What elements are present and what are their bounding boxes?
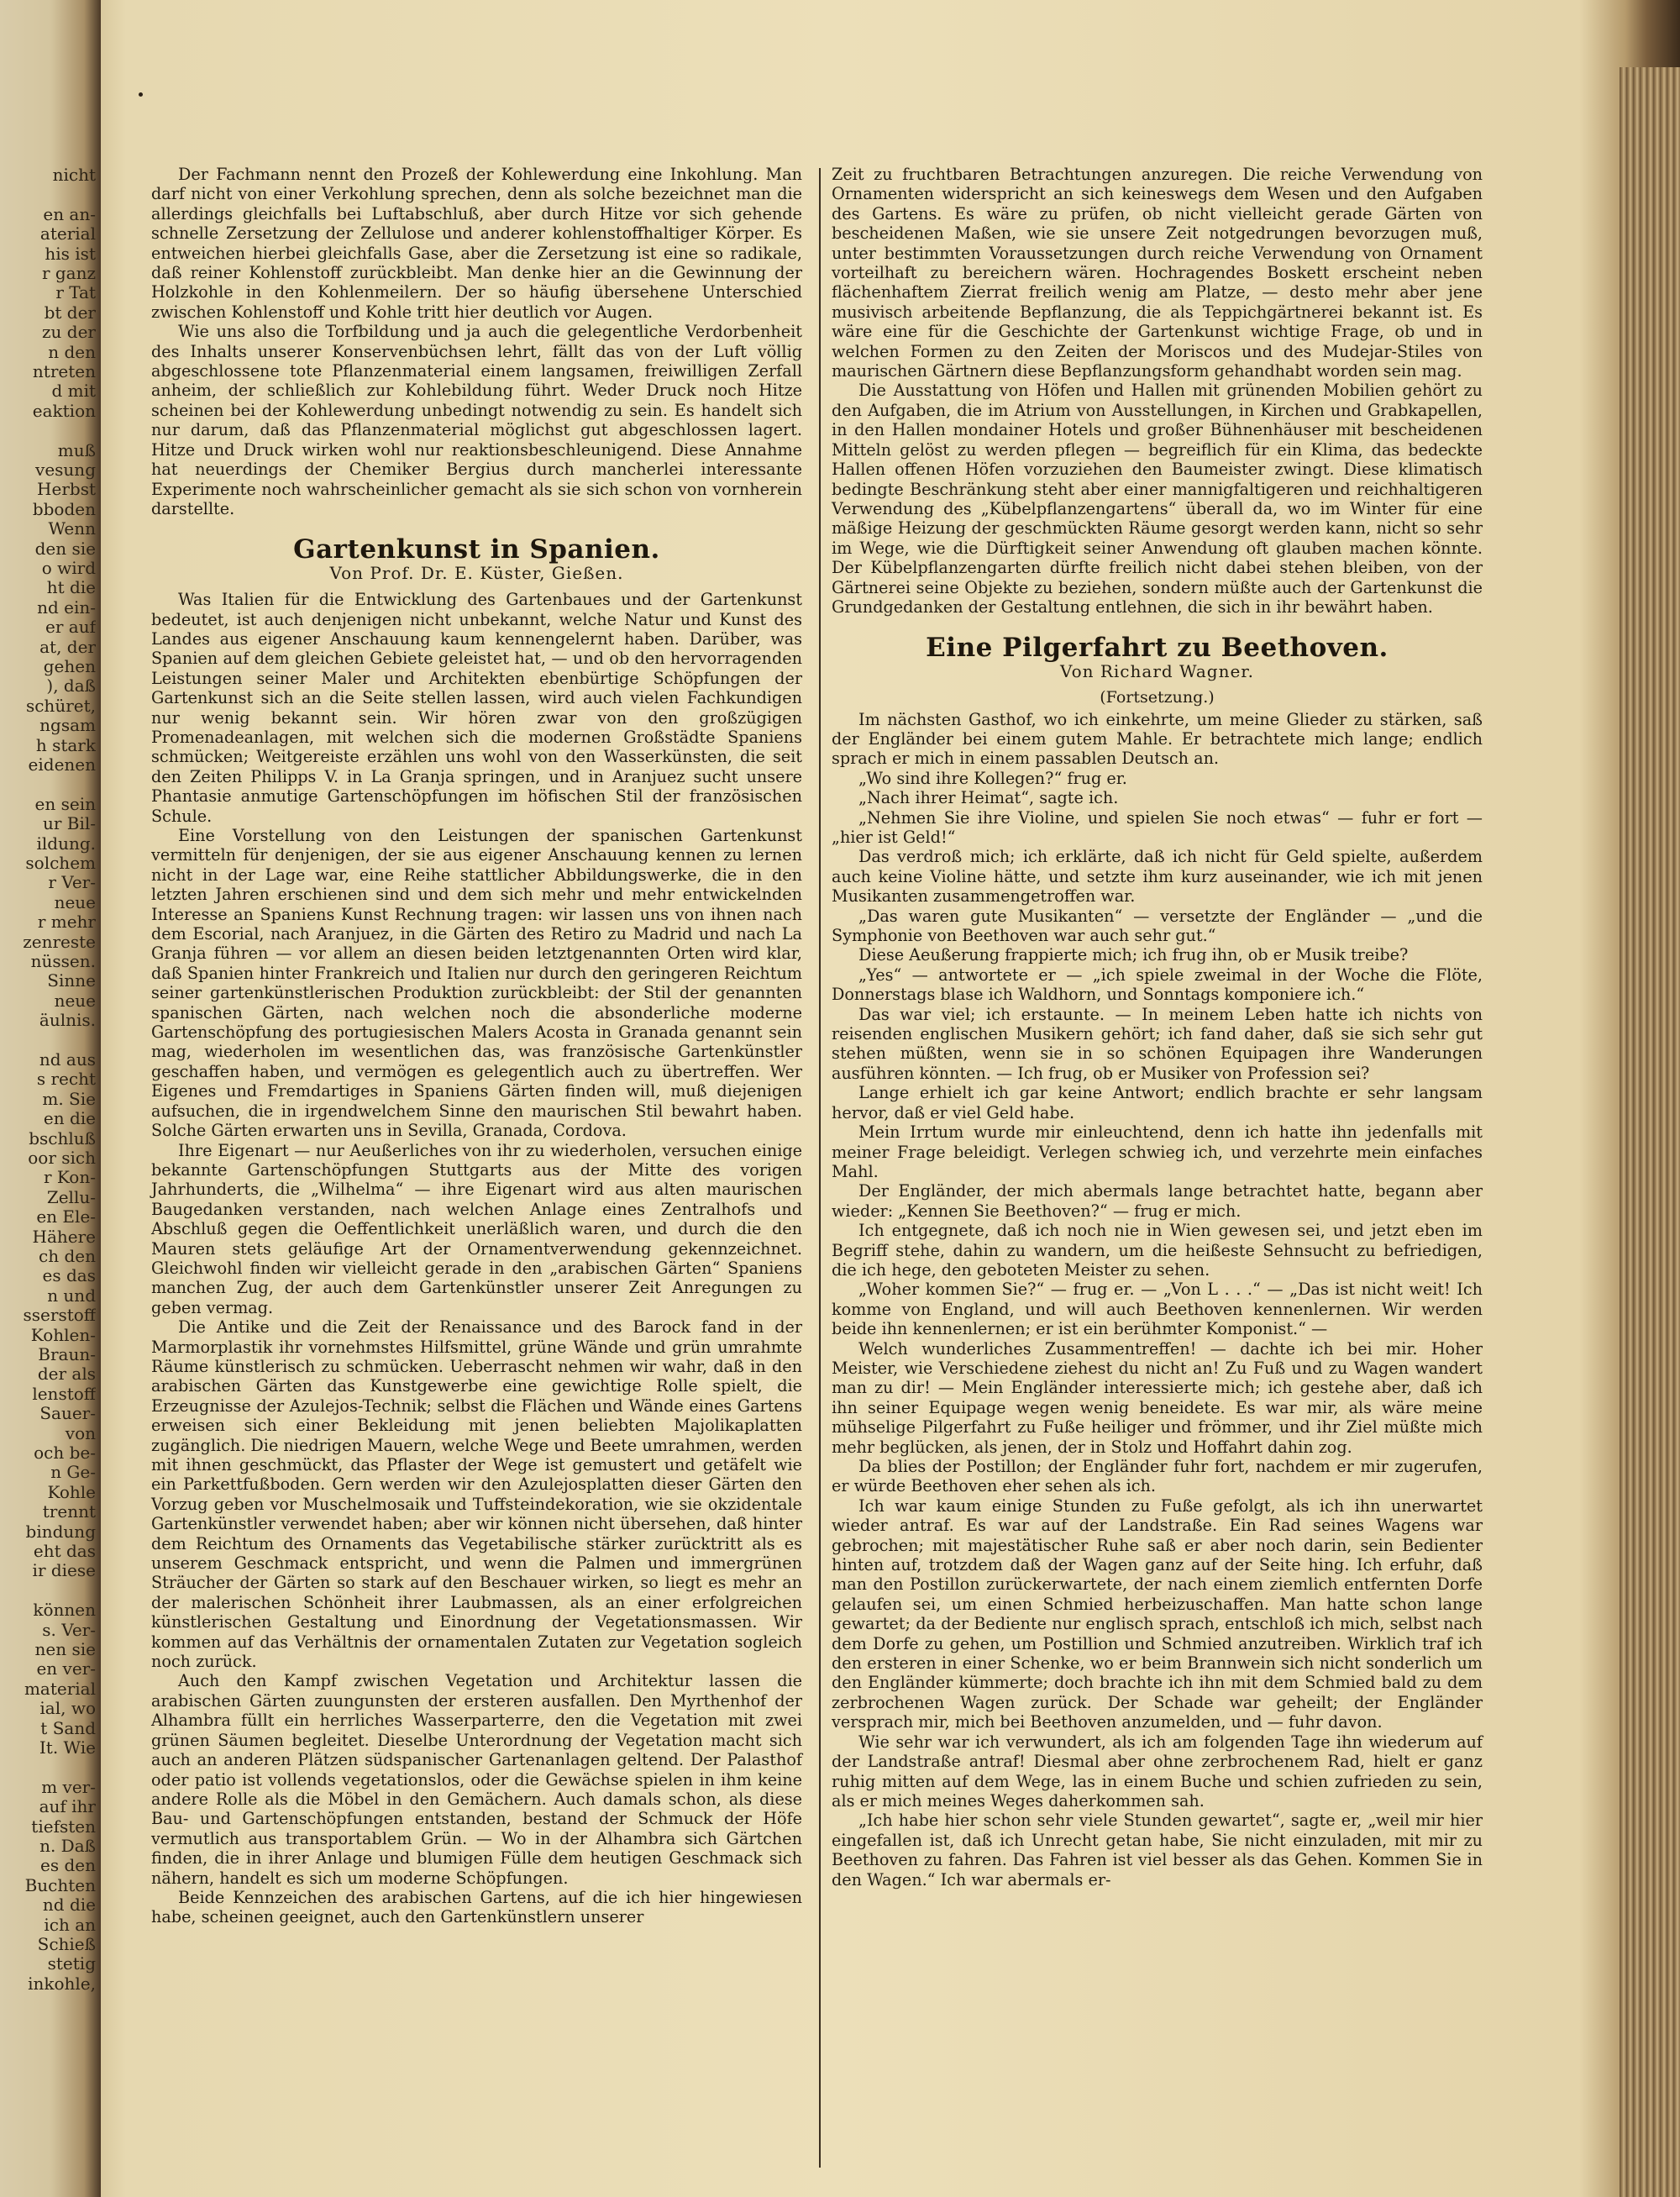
left-page-fragment: n den (48, 341, 96, 362)
left-page-fragment: Wenn (48, 518, 96, 539)
intro-paragraph-1: Der Fachmann nennt den Prozeß der Kohlewerdung eine Inkohlung. Man darf nicht von einer Verkohlung sprechen, denn als solche bezeichnet man die allerdings gleichfalls bei Luftabschluß, aber durch Hitze vor sich gehende schnelle Zersetzung der Zellulose und anderer kohlenstoffhaltiger Körper. Es entweichen hierbei gleichfalls Gase, aber die Zersetzung ist eine so radikale, daß reiner Kohlenstoff zurückbleibt. Man denke hier an die Gewinnung der Holzkohle in den Kohlenmeilern. Der so häufig übersehene Unterschied zwischen Kohlenstoff und Kohle tritt hier deutlich vor Augen. (151, 165, 802, 322)
left-page-fragment: zu der (42, 322, 96, 343)
left-page-fragment: ur Bil- (42, 813, 96, 834)
story-paragraph: „Yes“ — antwortete er — „ich spiele zweimal in der Woche die Flöte, Donnerstags blase ich Waldhorn, und Sonntags komponiere ich.“ (832, 964, 1483, 1005)
left-page-fragment: trennt (42, 1501, 96, 1522)
left-page-fragment: ht die (46, 577, 96, 598)
left-page-fragment: o wird (41, 558, 96, 578)
left-page-fragment: ir diese (32, 1560, 96, 1581)
left-page-fragment: den sie (34, 538, 96, 559)
story-paragraph: Mein Irrtum wurde mir einleuchtend, denn ich hatte ihn jedenfalls mit meiner Frage beleidigt. Verlegen schwieg ich, und verzehrte mein einfaches Mahl. (832, 1122, 1483, 1181)
left-page-fragment: och be- (34, 1443, 96, 1463)
left-page-fragment: nd aus (39, 1049, 96, 1070)
story-body (832, 710, 1483, 1890)
left-page-fragment: vesung (35, 460, 96, 480)
left-page-fragment: m. Sie (42, 1088, 96, 1109)
left-page-fragment: Herbst (37, 479, 96, 500)
left-page-fragment: ntreten (32, 361, 96, 381)
left-page-fragment: d mit (51, 381, 96, 402)
left-page-fragment: gehen (43, 656, 96, 676)
story-paragraph: „Wo sind ihre Kollegen?“ frug er. (858, 768, 1127, 788)
left-page-fragment: muß (57, 439, 96, 460)
left-page-fragment: ildung. (36, 833, 96, 854)
story-paragraph: „Nach ihrer Heimat“, sagte ich. (858, 788, 1119, 808)
left-page-fragment: bindung (25, 1521, 96, 1542)
left-page-fragment: h stark (35, 734, 96, 755)
story-paragraph: Da blies der Postillon; der Engländer fuhr fort, nachdem er mir zugerufen, er würde Beethoven eher sehen als ich. (832, 1457, 1483, 1496)
left-page-fragment: zenreste (23, 931, 96, 952)
left-page-fragment: aterial (39, 223, 96, 244)
left-page-fragment: Sauer- (39, 1403, 96, 1424)
left-page-fragment: nüssen. (30, 951, 96, 971)
left-page-fragment: r Tat (55, 282, 96, 303)
left-page-fragment: ial, wo (39, 1698, 96, 1719)
left-page-fragment: eaktion (32, 400, 96, 421)
left-page-fragment: eidenen (28, 754, 96, 775)
continued-paragraph-1: Zeit zu fruchtbaren Betrachtungen anzuregen. Die reiche Verwendung von Ornamenten widerspricht an sich keineswegs dem Wesen und den Aufgaben des Gartens. Es wäre zu prüfen, ob nicht vielleicht gerade Gärten von bescheidenen Maßen, wie sie unsere Zeit notgedrungen bevorzugen muß, unter bestimmten Voraussetzungen durch reiche Verwendung von Ornament vorteilhaft zu bereichern wären. Hochragendes Boskett erscheint neben flächenhaftem Zierrat freilich wenig am Platze, — desto mehr aber jene musivisch arbeitende Bepflanzung, die als Teppichgärtnerei bekannt ist. Es wäre eine für die Geschichte der Gartenkunst wichtige Frage, ob und in welchen Formen zu den Zeiten der Moriscos und des Mudejar-Stiles von maurischen Gärtnern diese Bepflanzungsform gehandhabt worden sein mag. (832, 165, 1483, 381)
left-page-fragment: stetig (47, 1953, 96, 1974)
left-page-fragment: Zellu- (46, 1186, 96, 1207)
left-page-fragment: his ist (45, 243, 96, 264)
left-column (151, 165, 802, 1927)
left-page-fragment: r ganz (41, 263, 96, 283)
story-paragraph: Das war viel; ich erstaunte. — In meinem Leben hatte ich nichts von reisenden englischen Musikern gehört; ich fand daher, daß sie sich sehr gut stehen müßten, wenn sie in so schönen Equipagen ihre Wanderungen ausführen könnten. — Ich frug, ob er Musiker von Profession sei? (832, 1004, 1483, 1083)
left-page-fragment: schüret, (25, 695, 96, 716)
page-stack-edge (1620, 67, 1680, 2197)
story-paragraph: Der Engländer, der mich abermals lange betrachtet hatte, begann aber wieder: „Kennen Sie Beethoven?“ — frug er mich. (832, 1181, 1483, 1221)
article-byline: Von Prof. Dr. E. Küster, Gießen. (329, 562, 624, 583)
article-paragraph-6: Beide Kennzeichen des arabischen Gartens, auf die ich hier hingewiesen habe, scheinen geeignet, auch den Gartenkünstlern unserer (151, 1887, 802, 1927)
left-page-fragment: n Ge- (50, 1462, 96, 1483)
left-page-fragment: It. Wie (39, 1737, 96, 1758)
left-page-fragment: nd ein- (37, 597, 96, 618)
left-page-fragment: oor sich (28, 1148, 96, 1168)
left-page-fragment: bschluß (29, 1127, 96, 1148)
left-page-fragment: m ver- (41, 1776, 96, 1797)
left-page-fragment: material (24, 1678, 96, 1699)
left-page-fragment: r Kon- (43, 1167, 96, 1188)
left-page-fragment: Braun- (38, 1344, 96, 1364)
story-paragraph: „Ich habe hier schon sehr viele Stunden gewartet“, sagte er, „weil mir hier eingefallen ist, daß ich Unrecht getan habe, Sie nicht einzuladen, mit mir zu Beethoven zu fahren. Das Fahren ist viel besser als das Gehen. Kommen Sie in den Wagen.“ Ich war abermals er- (832, 1811, 1483, 1890)
left-page-fragment: Kohle (47, 1481, 96, 1502)
left-page-fragment: nd die (42, 1895, 96, 1916)
story-paragraph: „Nehmen Sie ihre Violine, und spielen Sie noch etwas“ — fuhr er fort — „hier ist Geld!“ (832, 807, 1483, 847)
left-page-fragment: es den (40, 1855, 96, 1876)
left-page-fragment: ), daß (46, 675, 96, 696)
left-page-edge (0, 0, 101, 2197)
story-paragraph: Diese Aeußerung frappierte mich; ich frug ihn, ob er Musik treibe? (858, 945, 1409, 965)
left-page-fragment: r Ver- (48, 872, 96, 893)
left-page-fragment: inkohle, (28, 1973, 96, 1994)
story-title: Eine Pilgerfahrt zu Beethoven. (926, 633, 1389, 664)
article-paragraph-4: Die Antike und die Zeit der Renaissance und des Barock fand in der Marmorplastik ihr vornehmstes Hilfsmittel, grüne Wände und grün umrahmte Räume künstlerisch zu schmücken. Ueberrascht nehmen wir wahr, daß in den arabischen Gärten das Kunstgewerbe eine gewichtige Rolle spielt, die Erzeugnisse der Azulejos-Technik; selbst die Flächen und Wände eines Gartens erweisen sich einer Bekleidung mit jenen beliebten Majolikaplatten zugänglich. Die niedrigen Mauern, welche Wege und Beete umrahmen, werden mit ihnen geschmückt, das Pflaster der Wege ist gemustert und getäfelt wie ein Parkettfußboden. Gern werden wir den Azulejosplatten dieser Gärten den Vorzug geben vor Muschelmosaik und Tuffsteindekoration, wie sie okzidentale Gartenkünstler verwendet haben; aber wir können nicht übersehen, daß hinter dem Reichtum des Ornaments das Vegetabilische stärker zurücktritt als es unserem Geschmack entspricht, und wenn die Palmen und immergrünen Sträucher der Gärten so stark auf den Beschauer wirken, so liegt es mehr an der malerischen Schönheit ihrer Laubmassen, als an einer erfolgreichen künstlerischen Gestaltung und Einordnung der Vegetationsmassen. Wir kommen auf das Verhältnis der ornamentalen Zutaten zur Vegetation sogleich noch zurück. (151, 1317, 802, 1672)
left-page-fragment: tiefsten (31, 1816, 96, 1837)
left-page-fragment: n. Daß (39, 1836, 96, 1856)
left-page-fragment: en an- (43, 203, 96, 224)
article-paragraph-3: Ihre Eigenart — nur Aeußerliches von ihr zu wiederholen, versuchen einige bekannte Gartenschöpfungen Stuttgarts aus der Mitte des vorigen Jahrhunderts, die „Wilhelma“ — ihre Eigenart wird aus alten maurischen Baugedanken verstanden, nach welchen Anlage eines Zentralhofs und Abschluß gegen die Oeffentlichkeit unerläßlich waren, und durch die den Mauren stets geläufige Art der Ornamentverwendung gekennzeichnet. Gleichwohl finden wir vielleicht gerade in den „arabischen Gärten“ Spaniens manchen Zug, der auch dem Gartenkünstler unserer Zeit Anregungen zu geben vermag. (151, 1140, 802, 1317)
left-page-fragment: auf ihr (39, 1796, 96, 1817)
right-column (832, 165, 1483, 1890)
story-paragraph: Welch wunderliches Zusammentreffen! — dachte ich bei mir. Hoher Meister, wie Verschiedene ziehest du nicht an! Zu Fuß und zu Wagen wandert man zu dir! — Mein Engländer interessierte mich; ich gestehe aber, daß ich ihn seiner Equipage wegen wenig beneidete. Es war mir, als wäre meine mühselige Pilgerfahrt zu Fuße heiliger und frömmer, und ihr Ziel müßte mich mehr beglücken, als jenen, der in Stolz und Hoffahrt dahin zog. (832, 1338, 1483, 1457)
story-paragraph: Das verdroß mich; ich erklärte, daß ich nicht für Geld spielte, außerdem auch keine Violine hätte, und setzte ihm kurz auseinander, wie ich mit jenen Musikanten zusammengetroffen war. (832, 847, 1483, 907)
story-byline: Von Richard Wagner. (1059, 660, 1255, 681)
left-page-fragment: der als (37, 1364, 96, 1385)
left-page-fragment: ch den (39, 1246, 96, 1266)
left-page-fragment: neue (54, 990, 96, 1011)
left-page-fragment: können (33, 1600, 96, 1621)
left-page-fragment: s. Ver- (42, 1619, 96, 1640)
column-rule (819, 168, 821, 2168)
left-page-fragment: sserstoff (23, 1305, 96, 1326)
left-page-fragment: s recht (36, 1069, 96, 1090)
left-page-fragment: Schieß (37, 1934, 96, 1954)
left-page-fragment: nen sie (34, 1639, 96, 1659)
left-page-fragment: nicht (52, 165, 96, 185)
article-title: Gartenkunst in Spanien. (293, 534, 660, 565)
left-page-fragment: er auf (45, 617, 96, 638)
left-page-fragment: Buchten (24, 1874, 96, 1895)
story-paragraph: Ich war kaum einige Stunden zu Fuße gefolgt, als ich ihn unerwartet wieder antraf. Es war auf der Landstraße. Ein Rad seines Wagens war gebrochen; mit majestätischer Ruhe saß er aber noch darin, sein Bedienter hinten auf, trotzdem daß der Wagen ganz auf der Seite hing. Ich erfuhr, daß man den Postillon zurückerwartete, der nach einem ziemlich entfernten Dorfe gelaufen sei, um einen Schmied herbeizuschaffen. Man hatte schon lange gewartet; da der Bediente nur englisch sprach, entschloß ich mich, selbst nach dem Dorfe zu gehen, um Postillion und Schmied anzutreiben. Wirklich traf ich den ersteren in einer Schenke, wo er beim Brannwein sich nicht sonderlich um den Engländer kümmerte; doch brachte ich ihn mit dem Schmied bald zu dem zerbrochenen Wagen zurück. Der Schade war geheilt; der Engländer versprach mir, mich bei Beethoven anzumelden, und — fuhr davon. (832, 1495, 1483, 1732)
left-page-fragment: en die (43, 1108, 96, 1129)
continued-paragraph-2: Die Ausstattung von Höfen und Hallen mit grünenden Mobilien gehört zu den Aufgaben, die im Atrium von Ausstellungen, in Kirchen und Grabkapellen, in den Hallen mondainer Hotels und großer Bühnenhäuser mit bescheidenen Mitteln gelöst zu werden pflegen — begreiflich für ein Klima, das bedeckte Hallen offenen Höfen vorzuziehen den Baumeister zwingt. Diese klimatisch bedingte Beschränkung steht aber einer mannigfaltigeren und reichhaltigeren Verwendung des „Kübelpflanzengartens“ überall da, wo im Winter für eine mäßige Heizung der geschmückten Räume gesorgt werden kann, nicht so sehr im Wege, wie die Dürftigkeit seiner Anwendung oft glauben machen könnte. Der Kübelpflanzengarten dürfte freilich nicht dabei stehen bleiben, von der Gärtnerei seine Objekte zu beziehen, sondern müßte auch der Gartenkunst die Grundgedanken der Gestaltung entlehnen, die sich in ihr bewährt haben. (832, 381, 1483, 617)
story-paragraph: „Woher kommen Sie?“ — frug er. — „Von L . . .“ — „Das ist nicht weit! Ich komme von England, und will auch Beethoven kennenlernen. Wir werden beide ihn kennenlernen; er ist ein berühmter Komponist.“ — (832, 1280, 1483, 1339)
left-page-fragment: neue (54, 891, 96, 912)
left-page-fragment: en sein (34, 793, 96, 814)
left-page-fragment: Hähere (32, 1226, 96, 1247)
left-page-fragment: Kohlen- (30, 1324, 96, 1345)
left-page-fragment: solchem (25, 853, 96, 873)
left-page-fragment: at, der (39, 636, 96, 657)
story-paragraph: Wie sehr war ich verwundert, als ich am folgenden Tage ihn wiederum auf der Landstraße antraf! Diesmal aber ohne zerbrochenem Rad, hielt er ganz ruhig mitten auf dem Wege, las in einem Buche und schien zufrieden zu sein, als er mich meines Weges daherkommen sah. (832, 1732, 1483, 1811)
ink-dot (139, 92, 143, 97)
left-page-fragment: von (65, 1422, 96, 1443)
story-paragraph: Lange erhielt ich gar keine Antwort; endlich brachte er sehr langsam hervor, daß er viel Geld habe. (832, 1083, 1483, 1122)
story-paragraph: „Das waren gute Musikanten“ — versetzte der Engländer — „und die Symphonie von Beethoven war auch sehr gut.“ (832, 906, 1483, 946)
article-paragraph-2: Eine Vorstellung von den Leistungen der spanischen Gartenkunst vermitteln für denjenigen, der sie aus eigener Anschauung kennen zu lernen nicht in der Lage war, eine Reihe stattlicher Abbildungswerke, die in den letzten Jahren erschienen sind und dem sich mehr und mehr entwickelnden Interesse an Spaniens Kunst Rechnung tragen: wir lassen uns von ihnen nach dem Escorial, nach Aranjuez, in die Gärten des Retiro zu Madrid und nach La Granja führen — vor allem an diesen beiden letztgenannten Orten wird klar, daß Spanien hinter Frankreich und Italien nur durch den geringeren Reichtum seiner gartenkünstlerischen Produktion zurückbleibt: der Stil der genannten spanischen Gärten, nach welchen noch die absonderliche moderne Gartenschöpfung des portugiesischen Malers Acosta in Granada genannt sein mag, wiederholen im wesentlichen das, was französische Gartenkünstler geschaffen haben, und vermögen es gelegentlich auch zu übertreffen. Wer Eigenes und Fremdartiges in Spaniens Gärten finden will, muß diejenigen aufsuchen, die in irgendwelchem Sinne den maurischen Stil bewahrt haben. Solche Gärten erwarten uns in Sevilla, Granada, Cordova. (151, 826, 802, 1141)
left-page-fragment: t Sand (40, 1717, 96, 1738)
left-page-fragment: ngsam (39, 715, 96, 736)
article-paragraph-1: Was Italien für die Entwicklung des Gartenbaues und der Gartenkunst bedeutet, ist auch denjenigen nicht unbekannt, welche Natur und Kunst des Landes aus eigener Anschauung kaum kennengelernt haben. Darüber, was Spanien auf dem gleichen Gebiete geleistet hat, — und ob den hervorragenden Leistungen seiner Maler und Architekten ebenbürtige Schöpfungen der Gartenkunst sich an die Seite stellen lassen, wird auch vielen Fachkundigen nur wenig bekannt sein. Wir hören zwar von den großzügigen Promenadeanlagen, mit welchen sich die modernen Großstädte Spaniens schmücken; Weitgereiste erzählen uns wohl von den Wasserkünsten, die seit den Zeiten Philipps V. in La Granja springen, und in Aranjuez sucht unsere Phantasie anmutige Gartenschöpfungen im höfischen Stil der französischen Schule. (151, 590, 802, 826)
left-page-fragment: bboden (32, 498, 96, 519)
left-page-fragment: Sinne (47, 970, 96, 991)
left-page-fragment: r mehr (37, 912, 96, 933)
left-page-fragment: lenstoff (32, 1383, 96, 1404)
left-page-fragment: en ver- (36, 1658, 96, 1679)
left-page-fragment: eht das (33, 1541, 96, 1561)
left-page-fragment: ich an (44, 1914, 96, 1935)
left-page-fragment: äulnis. (39, 1010, 96, 1031)
left-page-fragment: es das (42, 1265, 96, 1286)
story-paragraph: Im nächsten Gasthof, wo ich einkehrte, um meine Glieder zu stärken, saß der Engländer bei einem gutem Mahle. Er betrachtete mich lange; endlich sprach er mich in einem passablen Deutsch an. (832, 709, 1483, 769)
article-paragraph-5: Auch den Kampf zwischen Vegetation und Architektur lassen die arabischen Gärten zuungunsten der ersteren ausfallen. Den Myrthenhof der Alhambra füllt ein herrliches Wasserparterre, den die Vegetation mit zwei grünen Säumen begleitet. Dieselbe Unterordnung der Vegetation macht sich auch an anderen Plätzen südspanischer Gartenanlagen geltend. Der Palasthof oder patio ist vollends vegetationslos, oder die Gewächse spielen in ihm keine andere Rolle als die Möbel in den Gemächern. Auch damals schon, als diese Bau- und Gartenschöpfungen entstanden, bestand der Schmuck der Höfe vermutlich aus transportablem Grün. — Wo in der Alhambra sich Gärtchen finden, die in ihrer Anlage und blumigen Fülle dem heutigen Geschmack sich nähern, handelt es sich um moderne Schöpfungen. (151, 1671, 802, 1888)
left-page-fragment: n und (47, 1285, 96, 1306)
story-paragraph: Ich entgegnete, daß ich noch nie in Wien gewesen sei, und jetzt eben im Begriff stehe, dahin zu wandern, um die heißeste Sehnsucht zu befriedigen, die ich hege, den geboteten Meister zu sehen. (832, 1221, 1483, 1280)
intro-paragraph-2: Wie uns also die Torfbildung und ja auch die gelegentliche Verdorbenheit des Inhalts unserer Konservenbüchsen lehrt, fällt das von der Luft völlig abgeschlossene tote Pflanzenmaterial einem langsamen, freiwilligen Zerfall anheim, der schließlich zur Kohlebildung führt. Weder Druck noch Hitze scheinen bei der Kohlewerdung unbedingt notwendig zu sein. Es handelt sich nur darum, daß das Pflanzenmaterial möglichst gut abgeschlossen lagert. Hitze und Druck wirken wohl nur reaktionsbeschleunigend. Diese Annahme hat neuerdings der Chemiker Bergius durch mancherlei interessante Experimente noch wahrscheinlicher gemacht als sie sich schon von vornherein darstellte. (151, 322, 802, 518)
left-page-fragment: bt der (44, 302, 96, 323)
story-note: (Fortsetzung.) (1100, 688, 1215, 707)
left-page-fragment: en Ele- (36, 1206, 96, 1227)
